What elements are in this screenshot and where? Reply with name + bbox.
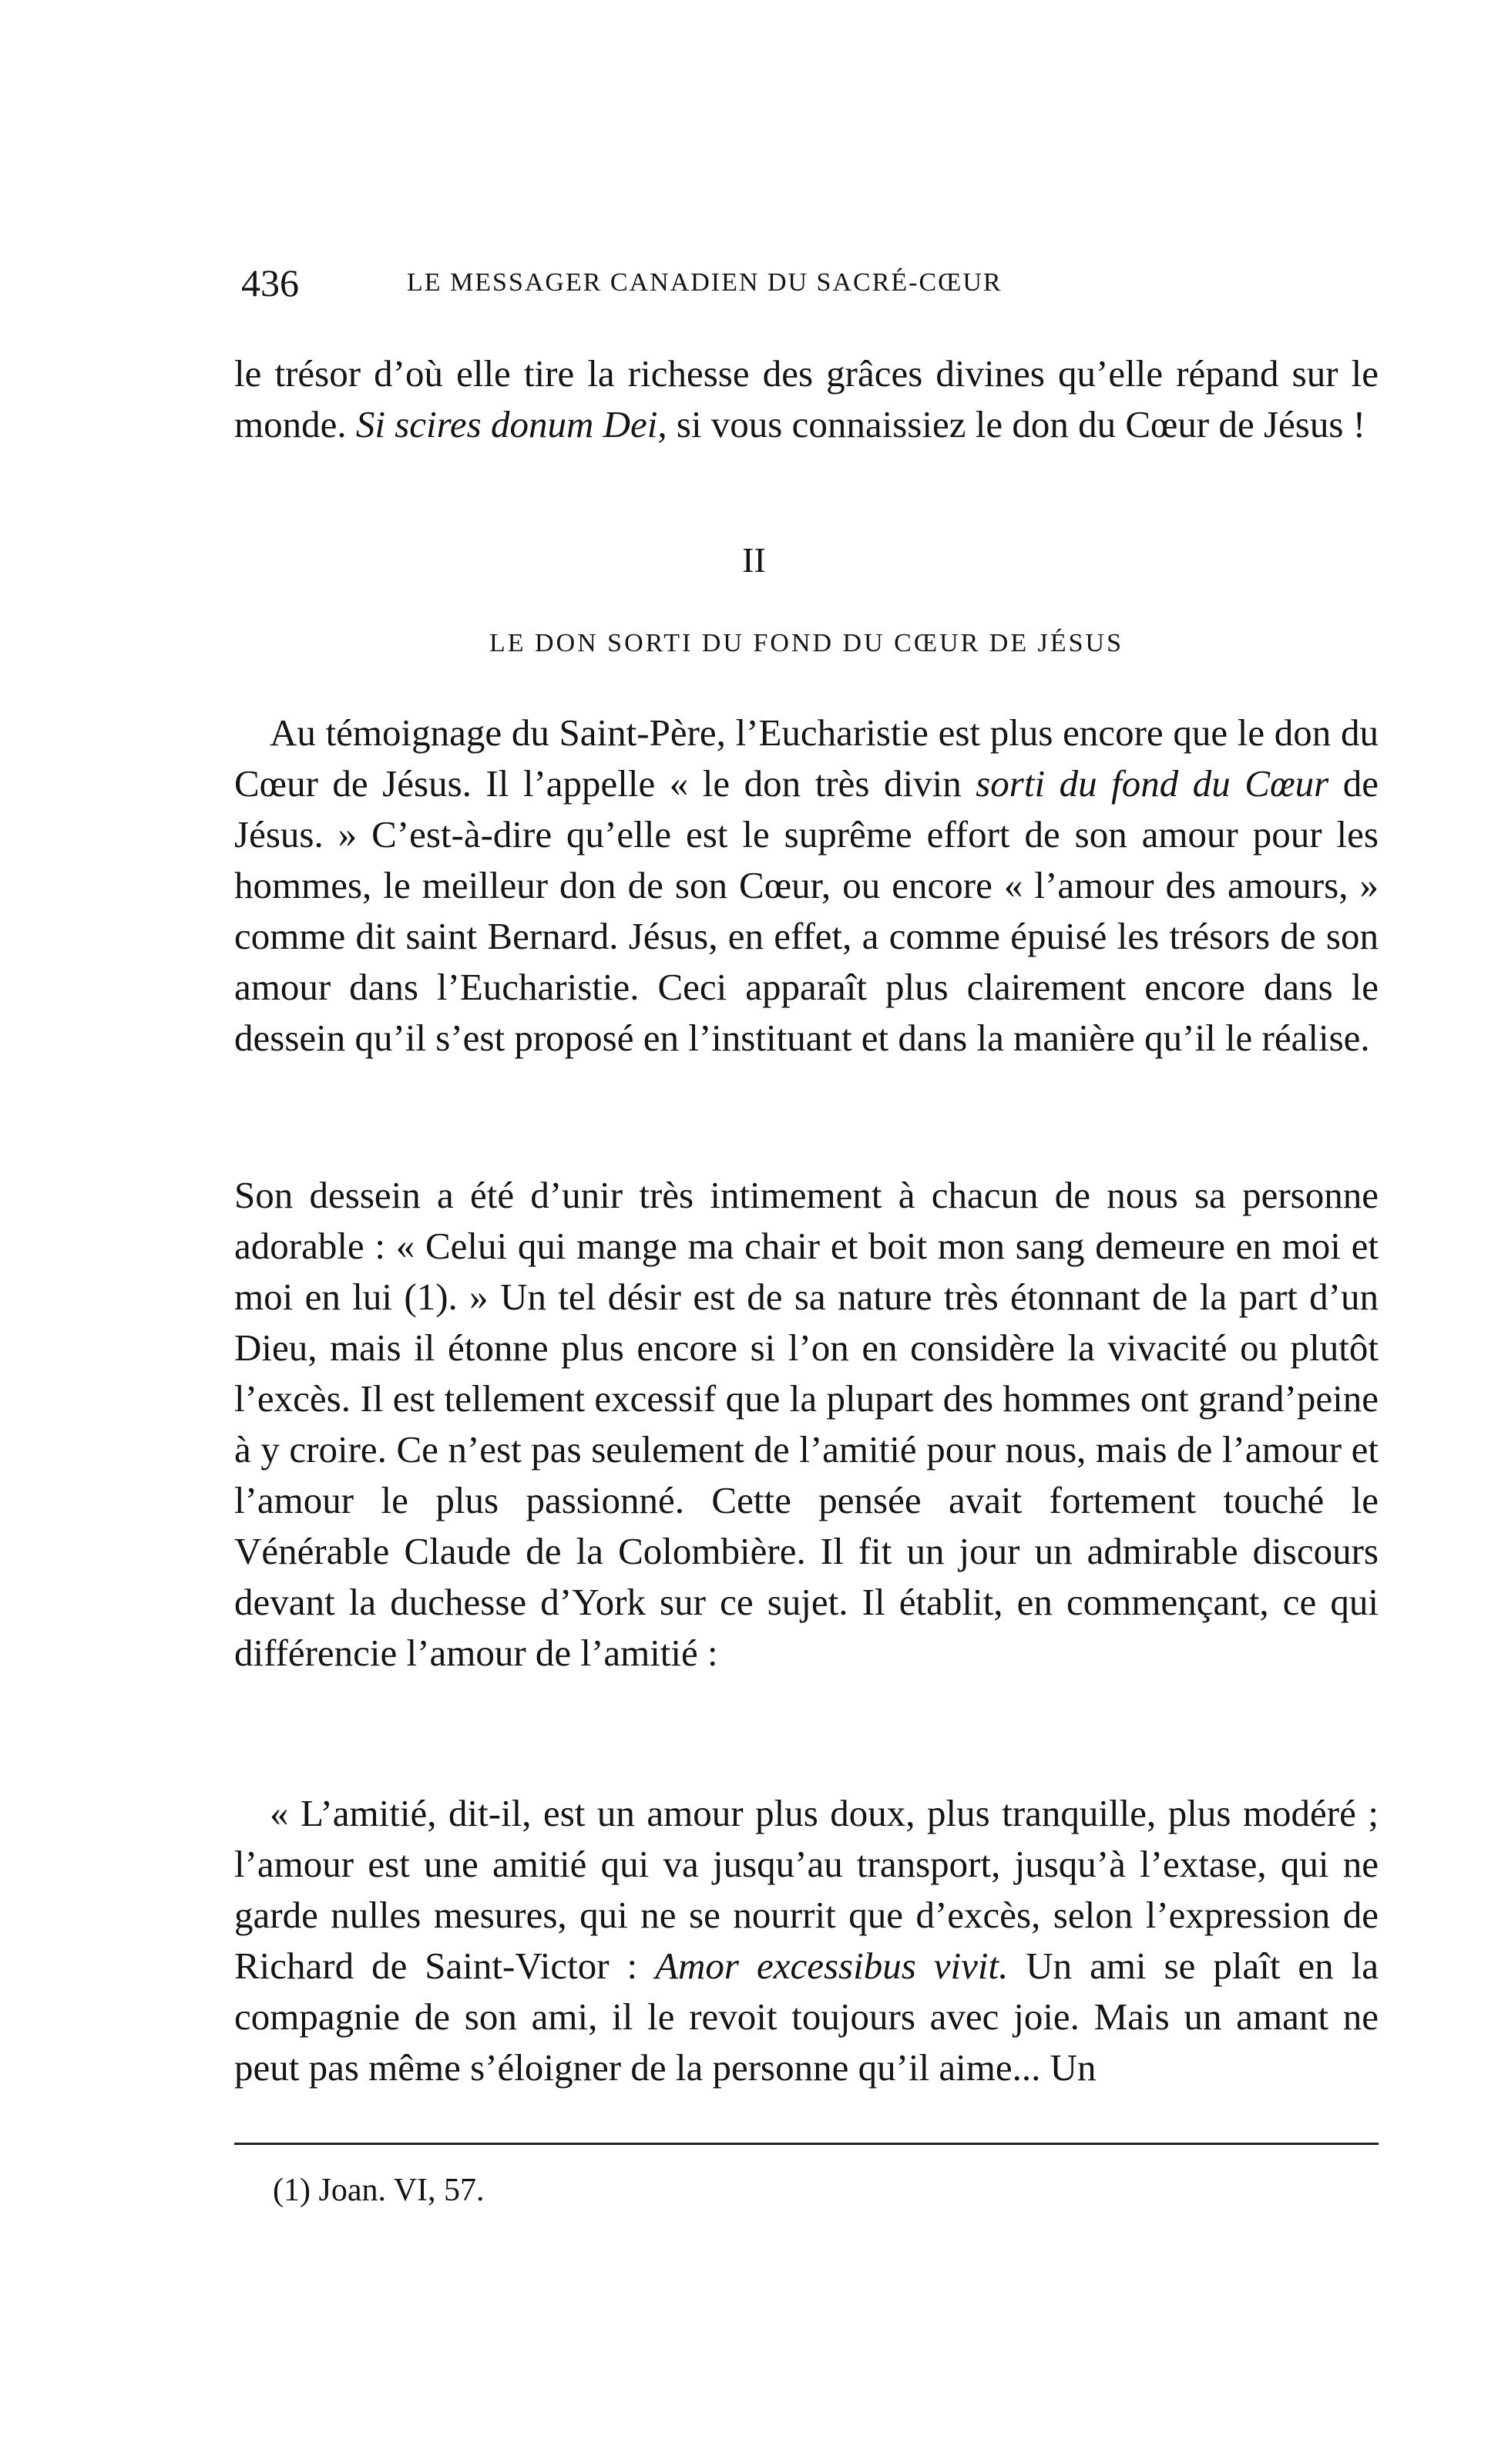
footnote: (1) Joan. VI, 57. [273, 2173, 485, 2208]
footnote-separator [234, 2143, 1379, 2145]
section-title: LE DON SORTI DU FOND DU CŒUR DE JÉSUS [489, 629, 1123, 657]
intro-text-end: si vous connaissiez le don du Cœur de Jésus ! [667, 403, 1366, 445]
quote-latin: Amor excessibus vivit. [655, 1945, 1009, 1987]
intro-latin-quote: Si scires donum Dei, [355, 403, 667, 445]
page-number: 436 [241, 261, 299, 304]
quote-text-end: Un ami se plaît en la compagnie de son ami, il le revoit toujours avec joie. Mais un amant ne peut pas même s’éloigner de la personne qu’il aime... Un [234, 1945, 1379, 2089]
page-header [241, 261, 1378, 314]
quote-text-start: « L’amitié, dit-il, est un amour plus doux, plus tranquille, plus modéré ; l’amour est une amitié qui va jusqu’au transport, jusqu’à l’extase, qui ne garde nulles mesures, qui ne se nourrit que d’excès, selon l’expression de Richard de Saint-Victor : [234, 1792, 1379, 1987]
intro-text-start: le trésor d’où elle tire la richesse des grâces divines qu’elle répand sur le monde. [234, 352, 1379, 445]
paragraph-1-start: Au témoignage du Saint-Père, l’Eucharistie est plus encore que le don du Cœur de Jésus. Il l’appelle « le don très divin [234, 711, 1379, 805]
paragraph-1-end: de Jésus. » C’est-à-dire qu’elle est le suprême effort de son amour pour les hommes, le meilleur don de son Cœur, ou encore « l’amour des amours, » comme dit saint Bernard. Jésus, en effet, a comme épuisé les trésors de son amour dans l’Eucharistie. Ceci apparaît plus clairement encore dans le dessein qu’il s’est proposé en l’instituant et dans la manière qu’il le réalise. [234, 762, 1379, 1059]
section-numeral: II [742, 540, 766, 580]
running-title: LE MESSAGER CANADIEN DU SACRÉ-CŒUR [407, 268, 1003, 297]
paragraph-1-italic: sorti du fond du Cœur [976, 762, 1329, 805]
body-paragraph-2: Son dessein a été d’unir très intimement à chacun de nous sa personne adorable : « Celui qui mange ma chair et boit mon sang demeure en moi et moi en lui (1). » Un tel désir est de sa nature très étonnant de la part d’un Dieu, mais il étonne plus encore si l’on en considère la vivacité ou plutôt l’excès. Il est tellement excessif que la plupart des hommes ont grand’peine à y croire. Ce n’est pas seulement de l’amitié pour nous, mais de l’amour et l’amour le plus passionné. Cette pensée avait fortement touché le Vénérable Claude de la Colombière. Il fit un jour un admirable discours devant la duchesse d’York sur ce sujet. Il établit, en commençant, ce qui différencie l’amour de l’amitié : [234, 1174, 1379, 1674]
body-paragraph-1 [234, 708, 1379, 1064]
quote-paragraph [234, 1788, 1379, 2093]
intro-paragraph [234, 348, 1379, 450]
